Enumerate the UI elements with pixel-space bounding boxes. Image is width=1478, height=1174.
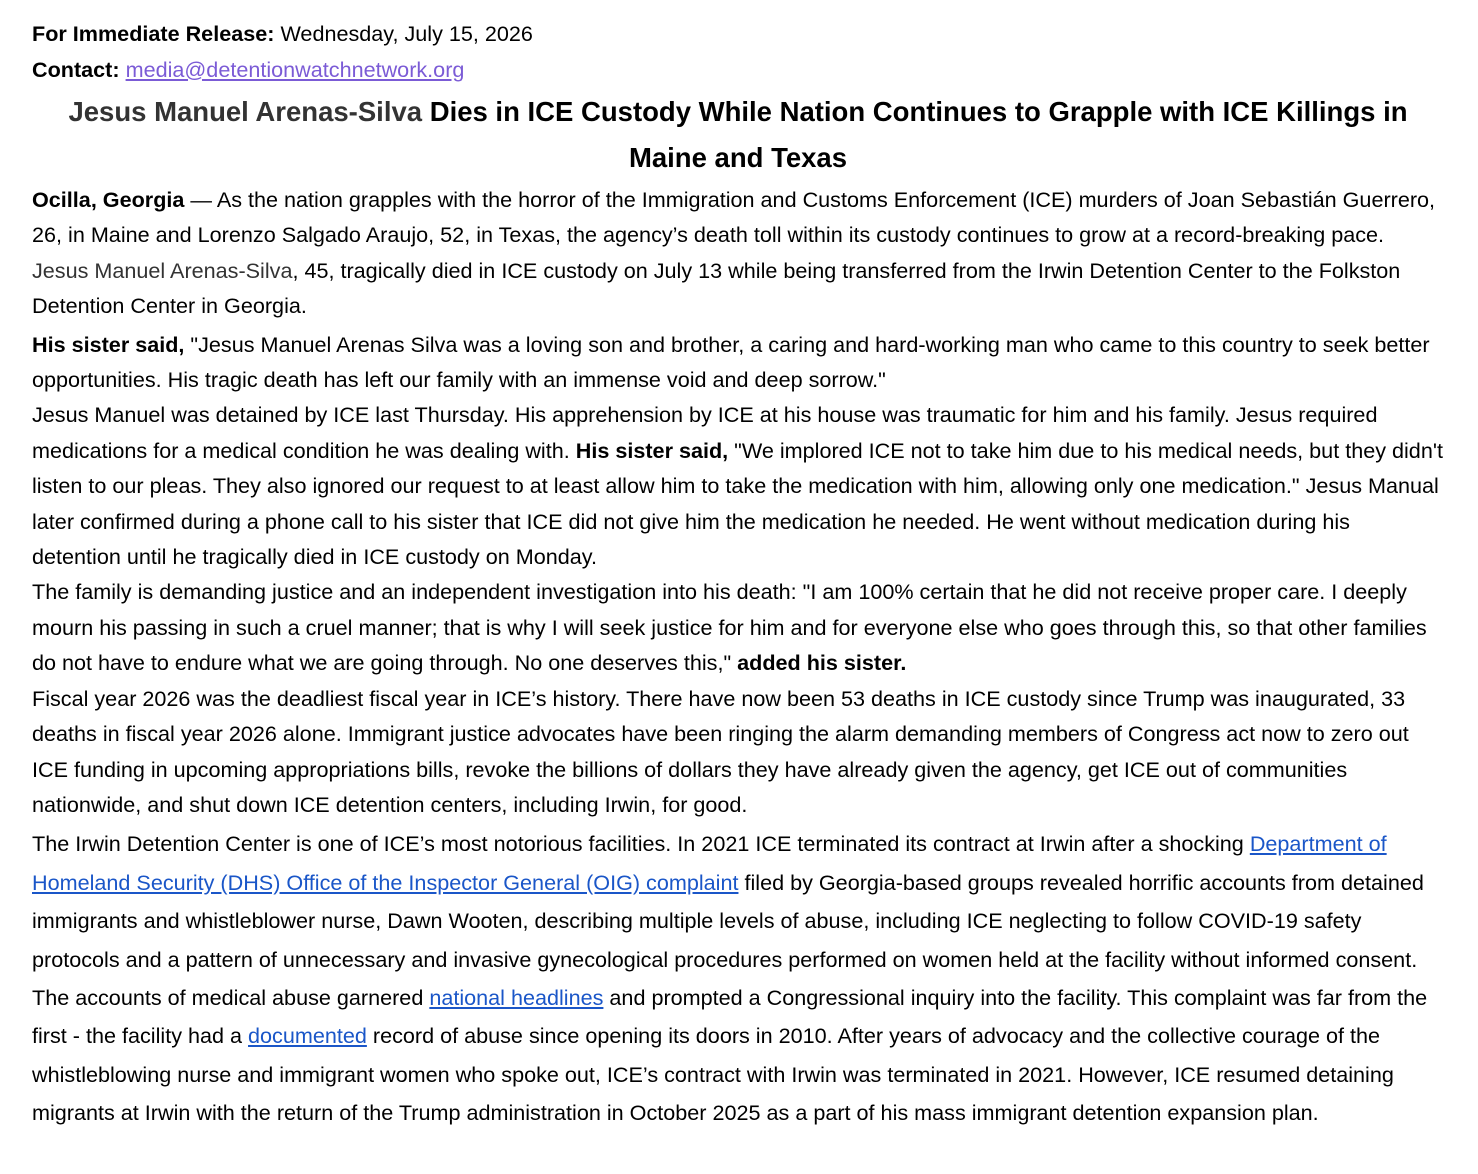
paragraph-text: filed by Georgia-based groups revealed horrific accounts from detained immigrants and whistleblower nurse, Dawn Wooten, describing multiple levels of abuse, including ICE neglecting to follow COVID-19 safety protocols and a pattern of unnecessary and invasive gynecological procedures performed on women held at the facility without informed consent. The accounts of medical abuse garnered (32, 869, 1424, 1010)
paragraph-text: , 45, tragically died in ICE custody on July 13 while being transferred from the Irwin Detention Center to the Folkston Detention Center in Georgia. (32, 257, 1401, 319)
paragraph-text: and prompted a Congressional inquiry into the facility. This complaint was far from the first - the facility had a (32, 984, 1428, 1049)
paragraph-text: The Irwin Detention Center is one of ICE’s most notorious facilities. In 2021 ICE terminated its contract at Irwin after a shocking (32, 831, 1250, 857)
contact-line (32, 52, 1444, 88)
page-title (32, 89, 1444, 180)
release-label: For Immediate Release: (32, 21, 275, 46)
paragraph-family-demand (32, 574, 1444, 680)
paragraph-intro (32, 182, 1444, 324)
national-headlines-link[interactable]: national headlines (429, 984, 604, 1010)
paragraph-fiscal-year (32, 681, 1444, 823)
contact-label: Contact: (32, 56, 120, 82)
quote-attribution: added his sister. (737, 650, 907, 676)
release-line (32, 16, 1444, 52)
quote-attribution: His sister said, (32, 331, 185, 357)
paragraph-text: "Jesus Manuel Arenas Silva was a loving son and brother, a caring and hard-working man who came to this country to seek better opportunities. His tragic death has left our family with an immense void and deep sorrow." (32, 331, 1430, 393)
release-date: Wednesday, July 15, 2026 (280, 21, 533, 46)
documented-link[interactable]: documented (248, 1023, 367, 1049)
paragraph-irwin (32, 825, 1444, 1132)
paragraph-text: Fiscal year 2026 was the deadliest fiscal year in ICE’s history. There have now been 53 deaths in ICE custody since Trump was inaugurated, 33 deaths in fiscal year 2026 alone. Immigrant justice advocates have been ringing the alarm demanding members of Congress act now to zero out ICE funding in upcoming appropriations bills, revoke the billions of dollars they have already given the agency, get ICE out of communities nationwide, and shut down ICE detention centers, including Irwin, for good. (32, 685, 1409, 817)
paragraph-text: record of abuse since opening its doors in 2010. After years of advocacy and the collective courage of the whistleblowing nurse and immigrant women who spoke out, ICE’s contract with Irwin was terminated in 2021. However, ICE resumed detaining migrants at Irwin with the return of the Trump administration in October 2025 as a part of his mass immigrant detention expansion plan. (32, 1023, 1394, 1126)
contact-email-link[interactable]: media@detentionwatchnetwork.org (125, 56, 465, 82)
victim-name: Jesus Manuel Arenas-Silva (32, 257, 293, 283)
paragraph-text: Jesus Manuel was detained by ICE last Thursday. His apprehension by ICE at his house was traumatic for him and his family. Jesus required medications for a medical condition he was dealing with. (32, 402, 1378, 463)
quote-attribution: His sister said, (575, 437, 729, 463)
paragraph-text: — As the nation grapples with the horror of the Immigration and Customs Enforcement (ICE) murders of Joan Sebastián Guerrero, 26, in Maine and Lorenzo Salgado Araujo, 52, in Texas, the agency’s death toll within its custody continues to grow at a record-breaking pace. (32, 187, 1436, 248)
dateline-location: Ocilla, Georgia (32, 187, 185, 212)
paragraph-detention (32, 397, 1444, 574)
paragraph-text: "We implored ICE not to take him due to his medical needs, but they didn't listen to our pleas. They also ignored our request to at least allow him to take the medication with him, allowing only one medication." Jesus Manual later confirmed during a phone call to his sister that ICE did not give him the medication he needed. He went without medication during his detention until he tragically died in ICE custody on Monday. (32, 437, 1443, 570)
headline-rest: Dies in ICE Custody While Nation Continues to Grapple with ICE Killings in Maine and Texas (422, 96, 1408, 173)
paragraph-text: The family is demanding justice and an independent investigation into his death: "I am 100% certain that he did not receive proper care. I deeply mourn his passing in such a cruel manner; that is why I will seek justice for him and for everyone else who goes through this, so that other families do not have to endure what we are going through. No one deserves this," (32, 579, 1427, 676)
paragraph-sister-quote (32, 327, 1444, 398)
oig-complaint-link[interactable]: Department of Homeland Security (DHS) Office of the Inspector General (OIG) complaint (32, 831, 1387, 895)
headline-name: Jesus Manuel Arenas-Silva (68, 96, 423, 127)
